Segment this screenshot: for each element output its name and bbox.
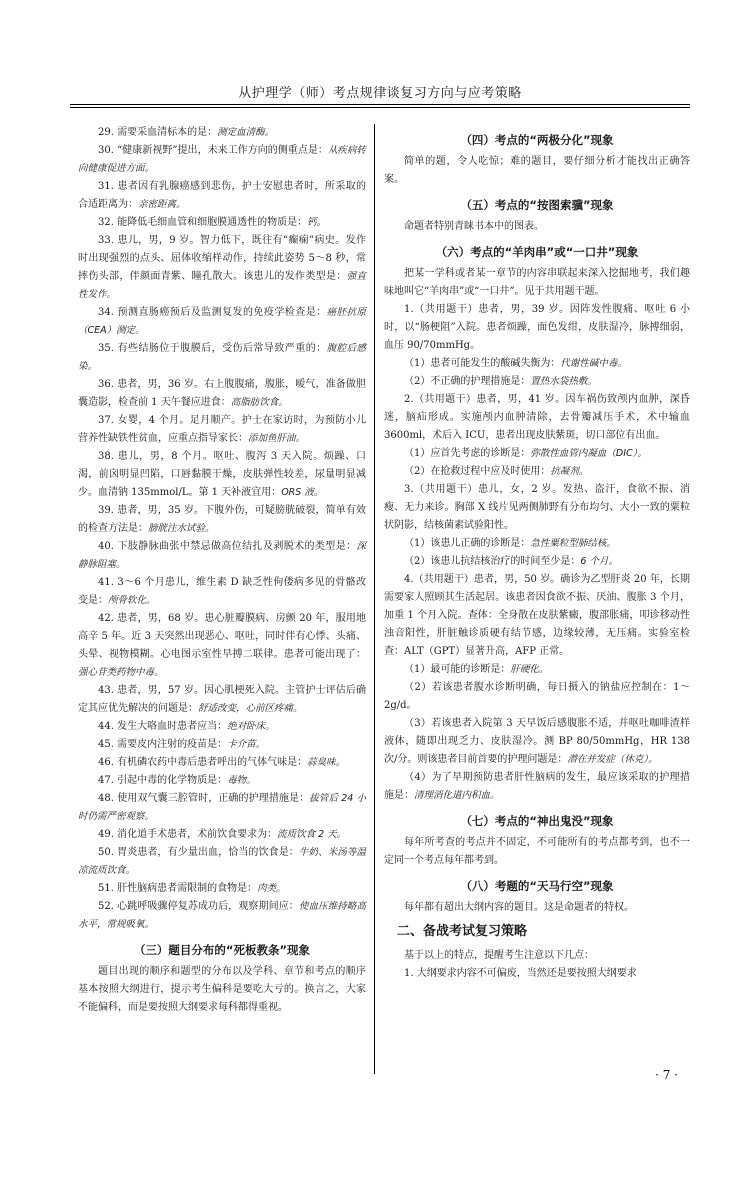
qa-item bbox=[78, 214, 366, 232]
qa-item bbox=[78, 502, 366, 538]
qa-item bbox=[78, 610, 366, 682]
right-column bbox=[384, 124, 690, 983]
question-text: 44. 发生大咯血时患者应当： bbox=[98, 721, 228, 732]
answer-text: 测定血清酶。 bbox=[217, 127, 275, 138]
chapter-2-intro: 基于以上的特点，提醒考生注意以下几点： bbox=[404, 950, 594, 961]
case-3-q1: （1）该患儿正确的诊断是：急性粟粒型肺结核。 bbox=[404, 538, 616, 549]
question-text: 38. 患儿，男，8 个月。呕吐、腹泻 3 天入院。烦躁、口渴，前囟明显凹陷，口唇黏膜干燥，皮肤弹性较差，尿量明显减少。血清钠 135mmol/L。第 1 天补液宜用： bbox=[78, 451, 366, 498]
case-1-stem: 1.（共用题干）患者，男，39 岁。因阵发性腹痛、呕吐 6 小时，以“肠梗阻”入院。患者烦躁，面色发绀，皮肤湿冷，脉搏细弱，血压 90/70mmHg。 bbox=[384, 304, 690, 351]
running-header: 从护理学（师）考点规律谈复习方向与应考策略 bbox=[238, 86, 522, 101]
question-text: 48. 使用双气囊三腔管时，正确的护理措施是： bbox=[98, 793, 310, 804]
question-text: 34. 预测直肠癌预后及监测复发的免疫学检查是： bbox=[98, 307, 327, 318]
question-text: 29. 需要采血清标本的是： bbox=[98, 127, 218, 138]
chapter-2-heading: 二、备战考试复习策略 bbox=[397, 924, 528, 939]
answer-text: 癌胚抗原（CEA）测定。 bbox=[78, 307, 366, 336]
section-3-heading: （三）题目分布的“死板教条”现象 bbox=[133, 943, 311, 957]
case-2-q2: （2）在抢救过程中应及时使用：抗凝剂。 bbox=[404, 466, 589, 477]
qa-item bbox=[78, 772, 366, 790]
question-text: 45. 需要皮内注射的疫苗是： bbox=[98, 739, 228, 750]
qa-item bbox=[78, 178, 366, 214]
question-text: 35. 有些结肠位于腹膜后，受伤后常导致严重的： bbox=[98, 343, 327, 354]
answer-text: 钙。 bbox=[307, 217, 327, 228]
qa-item bbox=[78, 448, 366, 502]
page-number: · 7 · bbox=[655, 1068, 678, 1082]
qa-item bbox=[78, 340, 366, 376]
answer-text: 牛奶、米汤等温凉流质饮食。 bbox=[78, 847, 366, 876]
question-text: 31. 患者因有乳腺癌感到悲伤，护士安慰患者时，所采取的合适距离为： bbox=[78, 181, 366, 210]
qa-item bbox=[78, 124, 366, 142]
case-2-stem: 2.（共用题干）患者，男，41 岁。因车祸伤致颅内血肿，深昏迷，脑疝形成。实施颅内血肿清除，去骨瓣减压手术，术中输血 3600ml，术后入 ICU，患者出现皮肤紫斑，切口部位有出血。 bbox=[384, 394, 690, 441]
question-text: 50. 胃炎患者，有少量出血，恰当的饮食是： bbox=[98, 847, 299, 858]
left-column bbox=[78, 124, 366, 1017]
question-text: 33. 患儿，男，9 岁。智力低下，既往有“癫痫”病史。发作时出现强烈的点头、屈体收缩样动作，持续此姿势 5～8 秒，常摔伤头部，伴颜面青紫、瞳孔散大。该患儿的发作类型是： bbox=[78, 235, 366, 282]
answer-text: 从疾病转向健康促进方面。 bbox=[78, 145, 366, 174]
qa-item bbox=[78, 880, 366, 898]
qa-item bbox=[78, 736, 366, 754]
answer-text: 高脂肪饮食。 bbox=[230, 397, 288, 408]
answer-text: 拔管后 24 小时仍需严密观察。 bbox=[78, 793, 366, 822]
question-text: 37. 女婴，4 个月。足月顺产。护士在家访时，为预防小儿营养性缺铁性贫血，应重点指导家长： bbox=[78, 415, 366, 444]
case-1-q1: （1）患者可能发生的酸碱失衡为：代谢性碱中毒。 bbox=[404, 358, 627, 369]
qa-list bbox=[78, 124, 366, 934]
question-text: 49. 消化道手术患者，术前饮食要求为： bbox=[98, 829, 278, 840]
chapter-2-item-1: 1. 大纲要求内容不可偏废，当然还是要按照大纲要求 bbox=[404, 968, 637, 979]
question-text: 39. 患者，男，35 岁。下腹外伤，可疑膀胱破裂，简单有效的检查方法是： bbox=[78, 505, 366, 534]
section-5-heading: （五）考点的“按图索骥”现象 bbox=[460, 198, 614, 212]
answer-text: 膀胱注水试验。 bbox=[148, 523, 215, 534]
answer-text: 颅骨软化。 bbox=[108, 595, 156, 606]
section-6-intro: 把某一学科或者某一章节的内容串联起来深入挖掘地考，我们趣味地叫它“羊肉串”或“一口井”。见于共用题干题。 bbox=[384, 268, 690, 297]
qa-item bbox=[78, 682, 366, 718]
case-4-q3: （3）若该患者入院第 3 天早饭后感腹胀不适，并呕吐咖啡渣样液体，随即出现乏力、皮肤湿冷。测 BP 80/50mmHg，HR 138 次/分。则该患者目前首要的护理问题是：潜在并发症（休克）。 bbox=[384, 718, 690, 765]
qa-item bbox=[78, 754, 366, 772]
question-text: 32. 能降低毛细血管和细胞膜通透性的物质是： bbox=[98, 217, 308, 228]
case-4-stem: 4.（共用题干）患者，男，50 岁。确诊为乙型肝炎 20 年，长期需要家人照顾其生活起居。该患者因食欲不振、厌油、腹胀 3 个月，加重 1 个月入院。查体：全身散在皮肤紫癜，腹部胀痛，叩诊移动性浊音阳性，肝脏触诊质硬有结节感，边缘较薄，无压痛。实验室检查：ALT（GPT）显著升高，AFP 正常。 bbox=[384, 574, 690, 657]
qa-item bbox=[78, 142, 366, 178]
answer-text: 蒜臭味。 bbox=[307, 757, 346, 768]
qa-item bbox=[78, 538, 366, 574]
answer-text: 添加鱼肝油。 bbox=[248, 433, 306, 444]
section-5-body: 命题者特别青睐书本中的图表。 bbox=[404, 221, 544, 232]
section-7-body: 每年所考查的考点并不固定，不可能所有的考点都考到，也不一定同一个考点每年都考到。 bbox=[384, 837, 690, 866]
section-8-heading: （八）考题的“天马行空”现象 bbox=[460, 879, 614, 893]
case-3-stem: 3.（共用题干）患儿，女，2 岁。发热、盗汗，食欲不振、消瘦、无力来诊。胸部 X 线片见两侧肺野有分布均匀、大小一致的粟粒状阴影，结核菌素试验阳性。 bbox=[384, 484, 690, 531]
qa-item bbox=[78, 898, 366, 934]
answer-text: 腹腔后感染。 bbox=[78, 343, 366, 372]
header-rule bbox=[70, 104, 690, 105]
answer-text: 深静脉阻塞。 bbox=[78, 541, 366, 570]
case-1-q2: （2）不正确的护理措施是：置热水袋热敷。 bbox=[404, 376, 597, 387]
case-4-q4: （4）为了早期预防患者肝性脑病的发生，最应该采取的护理措施是：清理消化道内积血。 bbox=[384, 772, 690, 801]
question-text: 42. 患者，男，68 岁。患心脏瓣膜病、房颤 20 年，服用地高辛 5 年。近 3 天突然出现恶心、呕吐，同时伴有心悸、头痛、头晕、视物模糊。心电图示室性早搏二联律。患者可能出现了： bbox=[78, 613, 366, 660]
case-2-q1: （1）应首先考虑的诊断是：弥散性血管内凝血（DIC）。 bbox=[404, 448, 647, 459]
question-text: 41. 3～6 个月患儿，维生素 D 缺乏性佝偻病多见的骨骼改变是： bbox=[78, 577, 366, 606]
answer-text: ORS 液。 bbox=[281, 487, 324, 498]
question-text: 36. 患者，男，36 岁。右上腹腹痛，腹胀，嗳气，准备做胆囊造影，检查前 1 天午餐应进食： bbox=[78, 379, 366, 408]
section-4-body: 简单的题，令人吃惊；难的题目，要仔细分析才能找出正确答案。 bbox=[384, 156, 690, 185]
qa-item bbox=[78, 412, 366, 448]
case-4-q2: （2）若该患者腹水诊断明确，每日摄入的钠盐应控制在：1～2g/d。 bbox=[384, 682, 690, 711]
answer-text: 绝对卧床。 bbox=[227, 721, 275, 732]
section-3-body: 题目出现的顺序和题型的分布以及学科、章节和考点的顺序基本按照大纲进行，提示考生偏科是要吃大亏的。换言之，大家不能偏科，而是要按照大纲要求每科都得重视。 bbox=[78, 966, 366, 1013]
case-3-q2: （2）该患儿抗结核治疗的时间至少是：6 个月。 bbox=[404, 556, 618, 567]
qa-item bbox=[78, 574, 366, 610]
answer-text: 流质饮食 2 天。 bbox=[277, 829, 347, 840]
section-6-heading: （六）考点的“羊肉串”或“一口井”现象 bbox=[435, 245, 639, 259]
qa-item bbox=[78, 376, 366, 412]
qa-item bbox=[78, 844, 366, 880]
answer-text: 亲密距离。 bbox=[138, 199, 186, 210]
answer-text: 使血压维持略高水平，常规吸氧。 bbox=[78, 901, 366, 930]
question-text: 30. “健康新视野”提出，未来工作方向的侧重点是： bbox=[98, 145, 328, 156]
qa-item bbox=[78, 232, 366, 304]
answer-text: 舒适改变，心前区疼痛。 bbox=[198, 703, 303, 714]
column-divider bbox=[374, 124, 375, 1074]
answer-text: 强心苷类药物中毒。 bbox=[78, 667, 164, 678]
qa-item bbox=[78, 304, 366, 340]
question-text: 52. 心跳呼吸骤停复苏成功后，观察期间应： bbox=[98, 901, 299, 912]
answer-text: 强直性发作。 bbox=[78, 271, 366, 300]
question-text: 40. 下肢静脉曲张中禁忌做高位结扎及剥脱术的类型是： bbox=[98, 541, 357, 552]
answer-text: 毒物。 bbox=[227, 775, 256, 786]
question-text: 51. 肝性脑病患者需限制的食物是： bbox=[98, 883, 258, 894]
qa-item bbox=[78, 826, 366, 844]
section-4-heading: （四）考点的“两极分化”现象 bbox=[460, 133, 614, 147]
question-text: 46. 有机磷农药中毒后患者呼出的气体气味是： bbox=[98, 757, 308, 768]
section-7-heading: （七）考点的“神出鬼没”现象 bbox=[460, 814, 614, 828]
case-4-q1: （1）最可能的诊断是：肝硬化。 bbox=[404, 664, 549, 675]
qa-item bbox=[78, 790, 366, 826]
qa-item bbox=[78, 718, 366, 736]
answer-text: 肉类。 bbox=[257, 883, 286, 894]
question-text: 47. 引起中毒的化学物质是： bbox=[98, 775, 228, 786]
section-8-body: 每年都有超出大纲内容的题目。这是命题者的特权。 bbox=[404, 902, 634, 913]
question-text: 43. 患者，男，57 岁。因心肌梗死入院。主管护士评估后确定其应优先解决的问题是： bbox=[78, 685, 366, 714]
answer-text: 卡介苗。 bbox=[227, 739, 266, 750]
header-rule-thin bbox=[70, 107, 690, 108]
